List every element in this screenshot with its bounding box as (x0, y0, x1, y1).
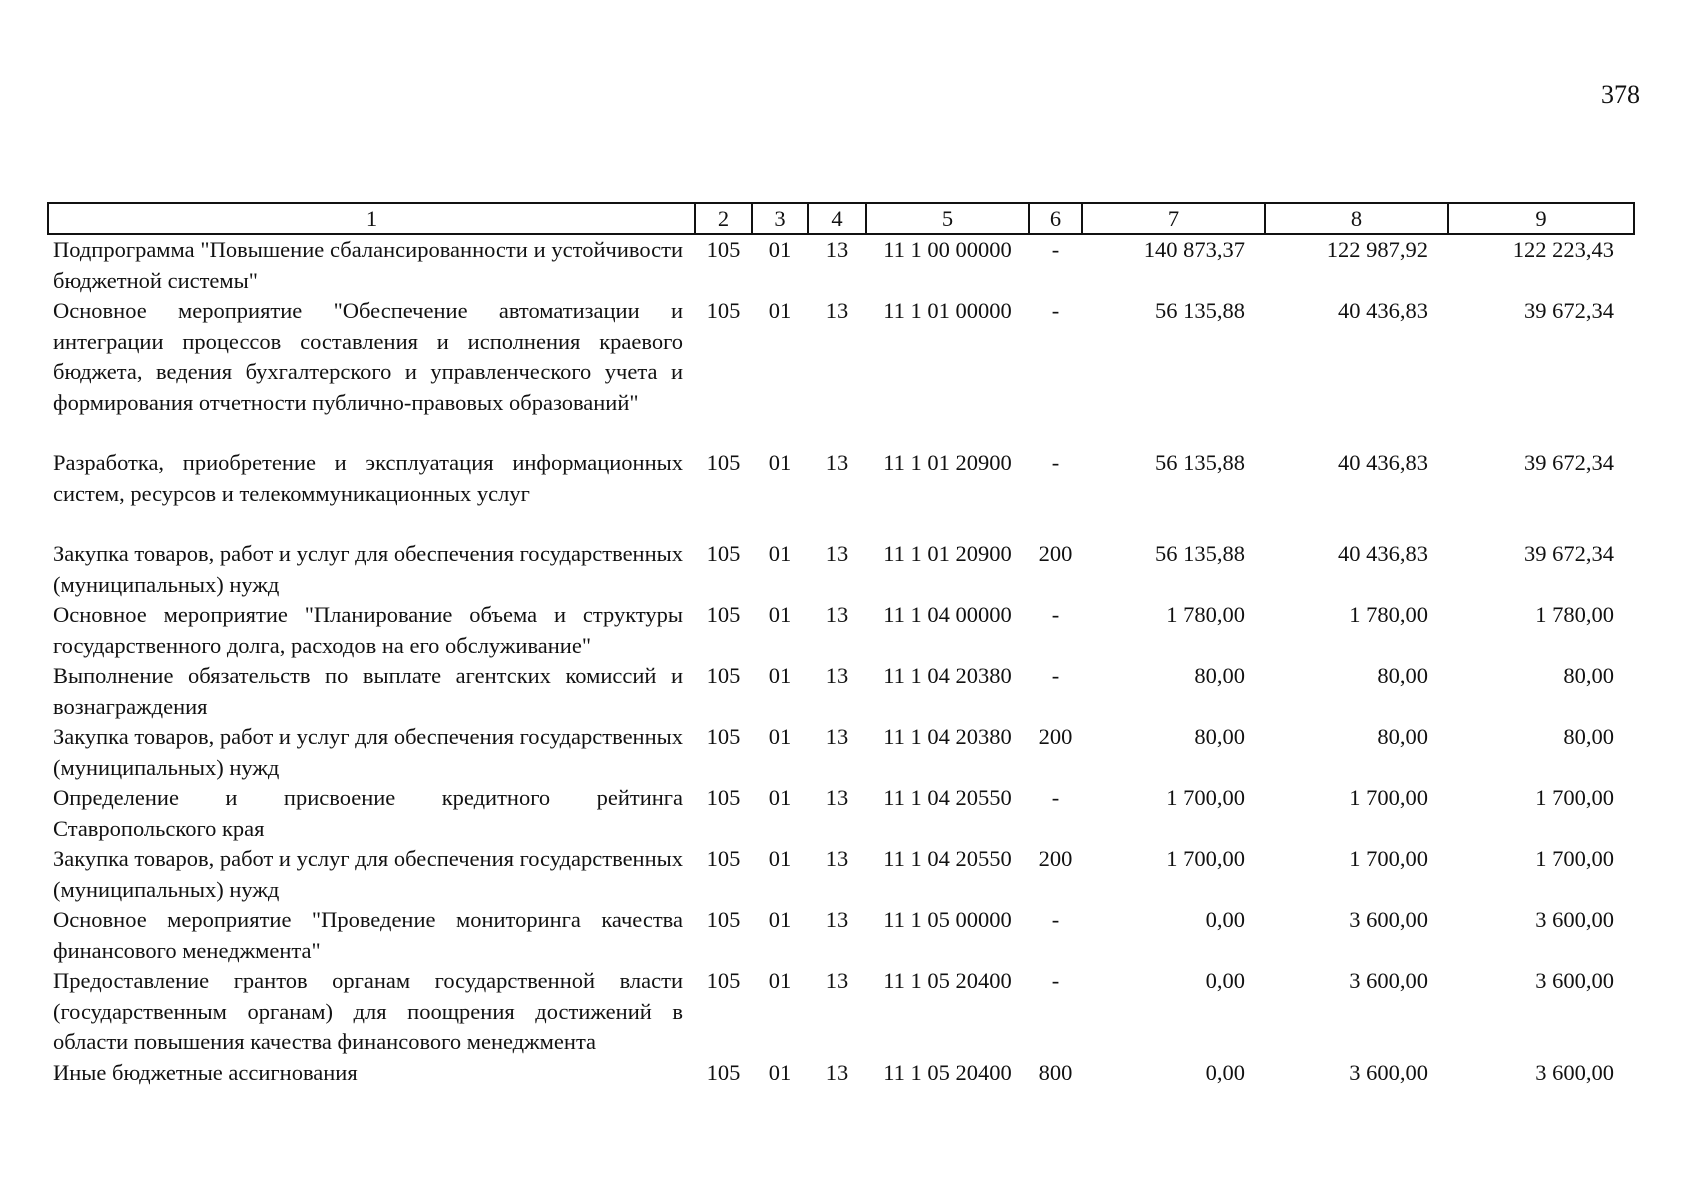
column-number-header-row (48, 203, 1634, 234)
table-row (48, 905, 1634, 966)
target-article-code: 11 1 04 00000 (883, 602, 1012, 627)
table-row (48, 1058, 1634, 1089)
expense-type-code: - (1051, 785, 1060, 810)
amount-col-8: 1 780,00 (1349, 602, 1428, 627)
expenditure-name: Выполнение обязательств по выплате агентских комиссий и вознаграждения (53, 663, 683, 719)
amount-col-7: 0,00 (1205, 907, 1245, 932)
ministry-code: 105 (706, 724, 741, 749)
amount-col-8: 3 600,00 (1349, 1059, 1428, 1085)
subsection-code: 13 (825, 907, 849, 932)
ministry-code: 105 (706, 237, 741, 262)
expense-type-code: - (1051, 602, 1060, 627)
column-header: 4 (808, 203, 866, 234)
expense-type-code: - (1051, 237, 1060, 262)
amount-col-9: 39 672,34 (1524, 541, 1614, 566)
table-row (48, 539, 1634, 600)
section-code: 01 (768, 237, 792, 262)
amount-col-8: 3 600,00 (1349, 968, 1428, 993)
target-article-code: 11 1 05 00000 (883, 907, 1012, 932)
target-article-code: 11 1 04 20380 (883, 724, 1012, 749)
amount-col-9: 1 700,00 (1535, 846, 1614, 871)
target-article-code: 11 1 01 20900 (883, 450, 1012, 475)
amount-col-8: 40 436,83 (1338, 541, 1428, 566)
amount-col-8: 40 436,83 (1338, 450, 1428, 475)
expense-type-code: 200 (1038, 724, 1073, 749)
section-code: 01 (768, 298, 792, 323)
column-header: 8 (1265, 203, 1448, 234)
section-code: 01 (768, 724, 792, 749)
amount-col-7: 80,00 (1194, 663, 1245, 688)
subsection-code: 13 (825, 450, 849, 475)
ministry-code: 105 (706, 907, 741, 932)
amount-col-9: 1 780,00 (1535, 602, 1614, 627)
target-article-code: 11 1 05 20400 (883, 1059, 1012, 1085)
amount-col-9: 3 600,00 (1535, 907, 1614, 932)
expense-type-code: - (1051, 298, 1060, 323)
subsection-code: 13 (825, 1059, 849, 1085)
ministry-code: 105 (706, 846, 741, 871)
expenditure-name: Закупка товаров, работ и услуг для обеспечения государственных (муниципальных) нужд (53, 541, 684, 597)
expense-type-code: 200 (1038, 846, 1073, 871)
expenditure-name: Основное мероприятие "Планирование объема и структуры государственного долга, расходов на его обслуживание" (53, 602, 683, 658)
amount-col-7: 1 700,00 (1166, 785, 1245, 810)
target-article-code: 11 1 05 20400 (883, 968, 1012, 993)
subsection-code: 13 (825, 602, 849, 627)
ministry-code: 105 (706, 663, 741, 688)
amount-col-9: 39 672,34 (1524, 450, 1614, 475)
expenditure-name: Определение и присвоение кредитного рейтинга Ставропольского края (53, 785, 683, 841)
table-row (48, 966, 1634, 1058)
table-row (48, 296, 1634, 448)
subsection-code: 13 (825, 663, 849, 688)
amount-col-7: 140 873,37 (1143, 237, 1245, 262)
ministry-code: 105 (706, 1059, 741, 1085)
amount-col-8: 80,00 (1377, 724, 1428, 749)
expenditure-name: Предоставление грантов органам государственной власти (государственным органам) для поощрения достижений в области повышения качества финансового менеджмента (53, 968, 683, 1054)
target-article-code: 11 1 04 20380 (883, 663, 1012, 688)
amount-col-7: 56 135,88 (1155, 450, 1245, 475)
amount-col-8: 1 700,00 (1349, 785, 1428, 810)
ministry-code: 105 (706, 450, 741, 475)
ministry-code: 105 (706, 541, 741, 566)
budget-expenditure-table (47, 202, 1635, 1088)
expense-type-code: - (1051, 663, 1060, 688)
expenditure-name: Основное мероприятие "Обеспечение автоматизации и интеграции процессов составления и исполнения краевого бюджета, ведения бухгалтерского и управленческого учета и формирования отчетности публично-правовых образований" (53, 298, 683, 415)
table-row (48, 661, 1634, 722)
expense-type-code: 200 (1038, 541, 1073, 566)
column-header: 2 (695, 203, 752, 234)
amount-col-7: 1 700,00 (1166, 846, 1245, 871)
section-code: 01 (768, 846, 792, 871)
column-header: 3 (752, 203, 808, 234)
expenditure-name: Разработка, приобретение и эксплуатация информационных систем, ресурсов и телекоммуникационных услуг (53, 450, 683, 506)
expenditure-name: Закупка товаров, работ и услуг для обеспечения государственных (муниципальных) нужд (53, 724, 684, 780)
amount-col-7: 56 135,88 (1155, 298, 1245, 323)
column-header: 5 (866, 203, 1029, 234)
column-header: 1 (48, 203, 695, 234)
expense-type-code: 800 (1038, 1059, 1073, 1085)
amount-col-8: 1 700,00 (1349, 846, 1428, 871)
expenditure-name: Подпрограмма "Повышение сбалансированности и устойчивости бюджетной системы" (53, 237, 683, 293)
target-article-code: 11 1 01 00000 (883, 298, 1012, 323)
expense-type-code: - (1051, 907, 1060, 932)
expenditure-name: Основное мероприятие "Проведение мониторинга качества финансового менеджмента" (53, 907, 683, 963)
amount-col-8: 3 600,00 (1349, 907, 1428, 932)
amount-col-9: 1 700,00 (1535, 785, 1614, 810)
amount-col-9: 3 600,00 (1535, 968, 1614, 993)
amount-col-7: 56 135,88 (1155, 541, 1245, 566)
section-code: 01 (768, 602, 792, 627)
column-header: 7 (1082, 203, 1265, 234)
subsection-code: 13 (825, 968, 849, 993)
amount-col-7: 1 780,00 (1166, 602, 1245, 627)
amount-col-9: 122 223,43 (1512, 237, 1614, 262)
table-row (48, 722, 1634, 783)
column-header: 9 (1448, 203, 1634, 234)
amount-col-7: 80,00 (1194, 724, 1245, 749)
target-article-code: 11 1 00 00000 (883, 237, 1012, 262)
subsection-code: 13 (825, 541, 849, 566)
amount-col-9: 39 672,34 (1524, 298, 1614, 323)
subsection-code: 13 (825, 785, 849, 810)
ministry-code: 105 (706, 602, 741, 627)
section-code: 01 (768, 968, 792, 993)
subsection-code: 13 (825, 846, 849, 871)
table-row (48, 234, 1634, 296)
ministry-code: 105 (706, 785, 741, 810)
ministry-code: 105 (706, 298, 741, 323)
section-code: 01 (768, 541, 792, 566)
amount-col-9: 3 600,00 (1535, 1059, 1614, 1085)
section-code: 01 (768, 785, 792, 810)
table-row (48, 448, 1634, 539)
table-row (48, 844, 1634, 905)
amount-col-7: 0,00 (1205, 968, 1245, 993)
page-number: 378 (1601, 80, 1640, 109)
target-article-code: 11 1 04 20550 (883, 785, 1012, 810)
section-code: 01 (768, 450, 792, 475)
amount-col-8: 80,00 (1377, 663, 1428, 688)
amount-col-8: 122 987,92 (1326, 237, 1428, 262)
amount-col-7: 0,00 (1205, 1059, 1245, 1085)
expenditure-name: Иные бюджетные ассигнования (53, 1059, 358, 1085)
column-header: 6 (1029, 203, 1082, 234)
expense-type-code: - (1051, 450, 1060, 475)
target-article-code: 11 1 04 20550 (883, 846, 1012, 871)
subsection-code: 13 (825, 298, 849, 323)
amount-col-8: 40 436,83 (1338, 298, 1428, 323)
amount-col-9: 80,00 (1563, 724, 1614, 749)
table-row (48, 783, 1634, 844)
table-row (48, 600, 1634, 661)
ministry-code: 105 (706, 968, 741, 993)
section-code: 01 (768, 907, 792, 932)
subsection-code: 13 (825, 237, 849, 262)
expense-type-code: - (1051, 968, 1060, 993)
section-code: 01 (768, 1059, 792, 1085)
target-article-code: 11 1 01 20900 (883, 541, 1012, 566)
subsection-code: 13 (825, 724, 849, 749)
amount-col-9: 80,00 (1563, 663, 1614, 688)
section-code: 01 (768, 663, 792, 688)
expenditure-name: Закупка товаров, работ и услуг для обеспечения государственных (муниципальных) нужд (53, 846, 684, 902)
